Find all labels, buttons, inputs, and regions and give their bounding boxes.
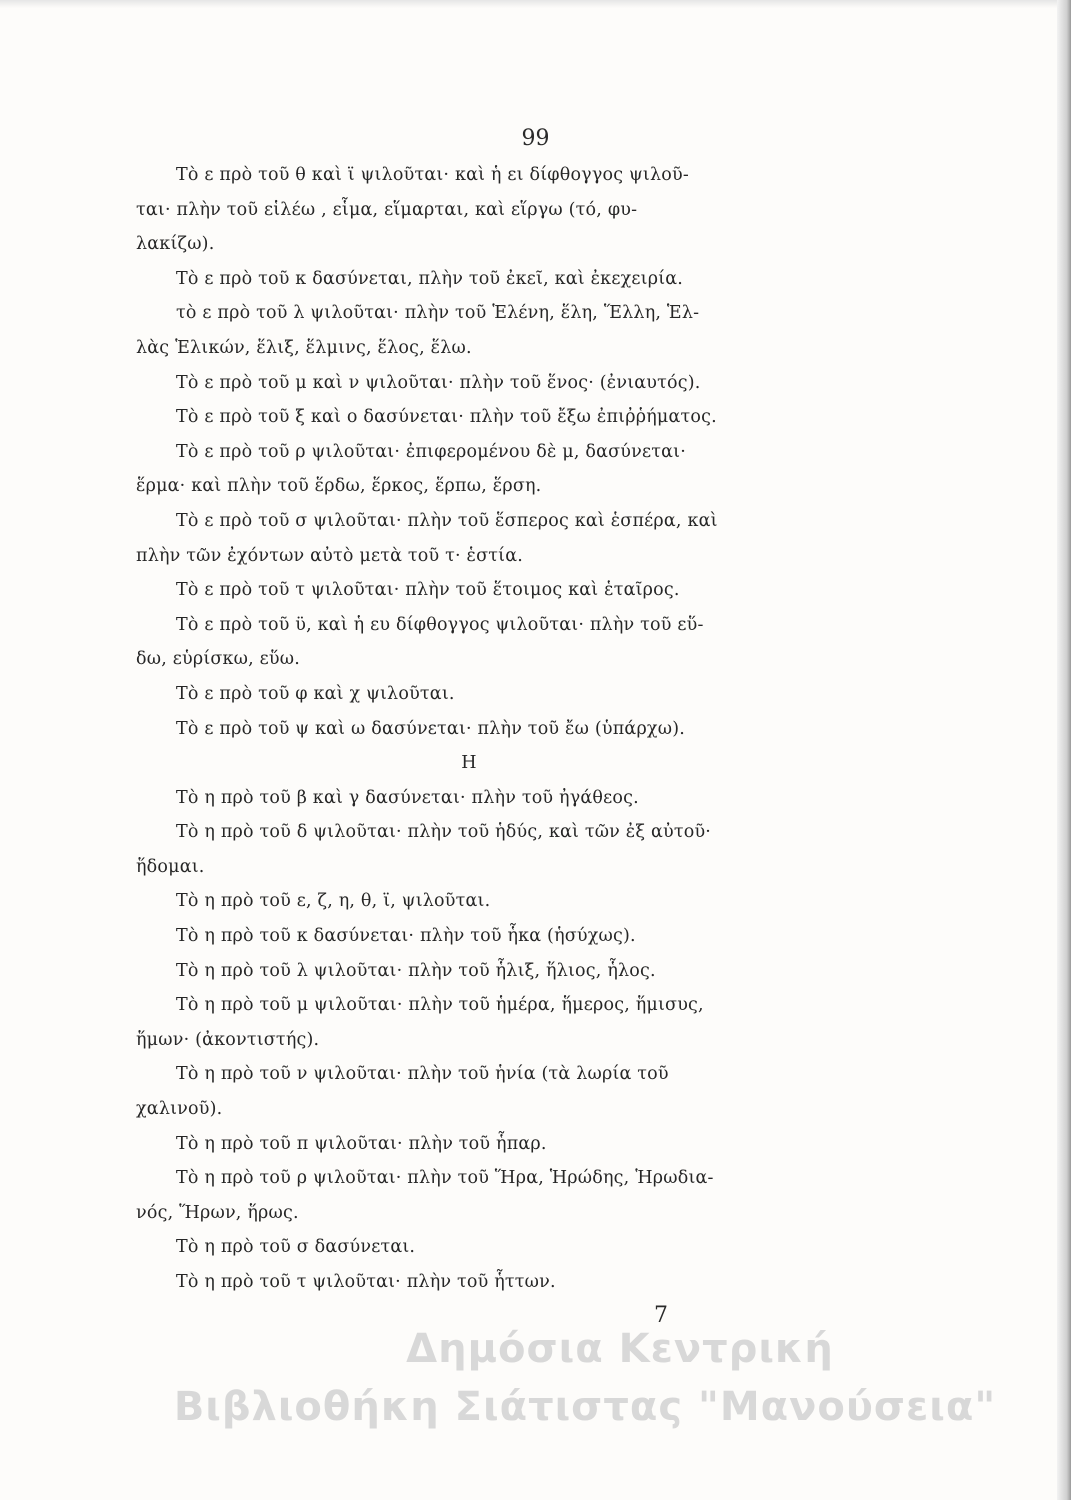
text-line: Τὸ ε πρὸ τοῦ ξ καὶ ο δασύνεται· πλὴν τοῦ ἔξω ἐπιῤῥήματος. xyxy=(176,407,717,428)
text-line: Τὸ η πρὸ τοῦ β καὶ γ δασύνεται· πλὴν τοῦ ἠγάθεος. xyxy=(176,787,639,808)
text-line: Τὸ ε πρὸ τοῦ κ δασύνεται, πλὴν τοῦ ἐκεῖ, καὶ ἐκεχειρία. xyxy=(176,268,684,289)
text-line: τὸ ε πρὸ τοῦ λ ψιλοῦται· πλὴν τοῦ Ἑλένη, ἕλη, Ἕλλη, Ἑλ- xyxy=(176,303,700,324)
text-line: Τὸ ε πρὸ τοῦ ρ ψιλοῦται· ἐπιφερομένου δὲ μ, δασύνεται· xyxy=(176,441,686,462)
library-watermark-line-2: Βιβλιοθήκη Σιάτιστας "Μανούσεια" xyxy=(173,1384,997,1430)
text-line: Τὸ ε πρὸ τοῦ θ καὶ ϊ ψιλοῦται· καὶ ἡ ει δίφθογγος ψιλοῦ- xyxy=(176,165,689,185)
text-line: δω, εὑρίσκω, εὕω. xyxy=(136,649,301,670)
text-line: ἥδομαι. xyxy=(136,856,205,877)
text-line: Τὸ ε πρὸ τοῦ φ καὶ χ ψιλοῦται. xyxy=(176,683,455,704)
text-line: Τὸ η πρὸ τοῦ κ δασύνεται· πλὴν τοῦ ἧκα (ἡσύχως). xyxy=(176,926,636,947)
text-line: Τὸ η πρὸ τοῦ σ δασύνεται. xyxy=(176,1237,416,1258)
text-line: λακίζω). xyxy=(136,234,215,255)
text-line: Τὸ η πρὸ τοῦ ρ ψιλοῦται· πλὴν τοῦ Ἥρα, Ἡρώδης, Ἡρωδια- xyxy=(176,1168,714,1189)
text-line: νός, Ἥρων, ἥρως. xyxy=(136,1202,299,1223)
text-line: Τὸ ε πρὸ τοῦ τ ψιλοῦται· πλὴν τοῦ ἕτοιμος καὶ ἑταῖρος. xyxy=(176,580,680,601)
text-line: πλὴν τῶν ἐχόντων αὐτὸ μετὰ τοῦ τ· ἑστία. xyxy=(136,545,523,566)
text-line: Τὸ η πρὸ τοῦ ε, ζ, η, θ, ϊ, ψιλοῦται. xyxy=(176,891,491,912)
text-line: Τὸ η πρὸ τοῦ λ ψιλοῦται· πλὴν τοῦ ἧλιξ, ἥλιος, ἧλος. xyxy=(176,960,656,981)
text-line: λὰς Ἑλικών, ἕλιξ, ἕλμινς, ἕλος, ἕλω. xyxy=(136,337,472,358)
section-heading: Η xyxy=(461,753,477,774)
text-line: Τὸ η πρὸ τοῦ τ ψιλοῦται· πλὴν τοῦ ἧττων. xyxy=(176,1272,556,1292)
library-watermark-line-1: Δημόσια Κεντρική xyxy=(406,1326,834,1372)
text-line: Τὸ ε πρὸ τοῦ μ καὶ ν ψιλοῦται· πλὴν τοῦ ἕνος· (ἐνιαυτός). xyxy=(176,372,701,393)
text-line: Τὸ ε πρὸ τοῦ σ ψιλοῦται· πλὴν τοῦ ἕσπερος καὶ ἑσπέρα, καὶ xyxy=(176,510,718,531)
text-line: Τὸ η πρὸ τοῦ π ψιλοῦται· πλὴν τοῦ ἧπαρ. xyxy=(176,1133,547,1154)
text-line: χαλινοῦ). xyxy=(136,1099,223,1120)
body-text xyxy=(136,158,802,1300)
right-edge-shadow xyxy=(1057,0,1071,1500)
text-line: ἕρμα· καὶ πλὴν τοῦ ἕρδω, ἕρκος, ἕρπω, ἕρση. xyxy=(136,476,542,497)
top-edge-shadow xyxy=(0,0,1071,8)
text-line: Τὸ η πρὸ τοῦ μ ψιλοῦται· πλὴν τοῦ ἡμέρα, ἥμερος, ἥμισυς, xyxy=(176,995,704,1016)
text-line: Τὸ η πρὸ τοῦ δ ψιλοῦται· πλὴν τοῦ ἡδύς, καὶ τῶν ἐξ αὐτοῦ· xyxy=(176,822,712,843)
text-line: Τὸ ε πρὸ τοῦ ϋ, καὶ ἡ ευ δίφθογγος ψιλοῦται· πλὴν τοῦ εὕ- xyxy=(176,614,704,635)
text-line: ἥμων· (ἀκοντιστής). xyxy=(136,1029,320,1050)
text-line: Τὸ η πρὸ τοῦ ν ψιλοῦται· πλὴν τοῦ ἡνία (τὰ λωρία τοῦ xyxy=(176,1064,669,1085)
page-number: 99 xyxy=(521,126,550,151)
text-line: ται· πλὴν τοῦ εἱλέω , εἷμα, εἵμαρται, καὶ εἵργω (τό, φυ- xyxy=(136,199,638,220)
text-line: Τὸ ε πρὸ τοῦ ψ καὶ ω δασύνεται· πλὴν τοῦ ἔω (ὑπάρχω). xyxy=(176,718,685,739)
signature-mark: 7 xyxy=(654,1303,668,1328)
